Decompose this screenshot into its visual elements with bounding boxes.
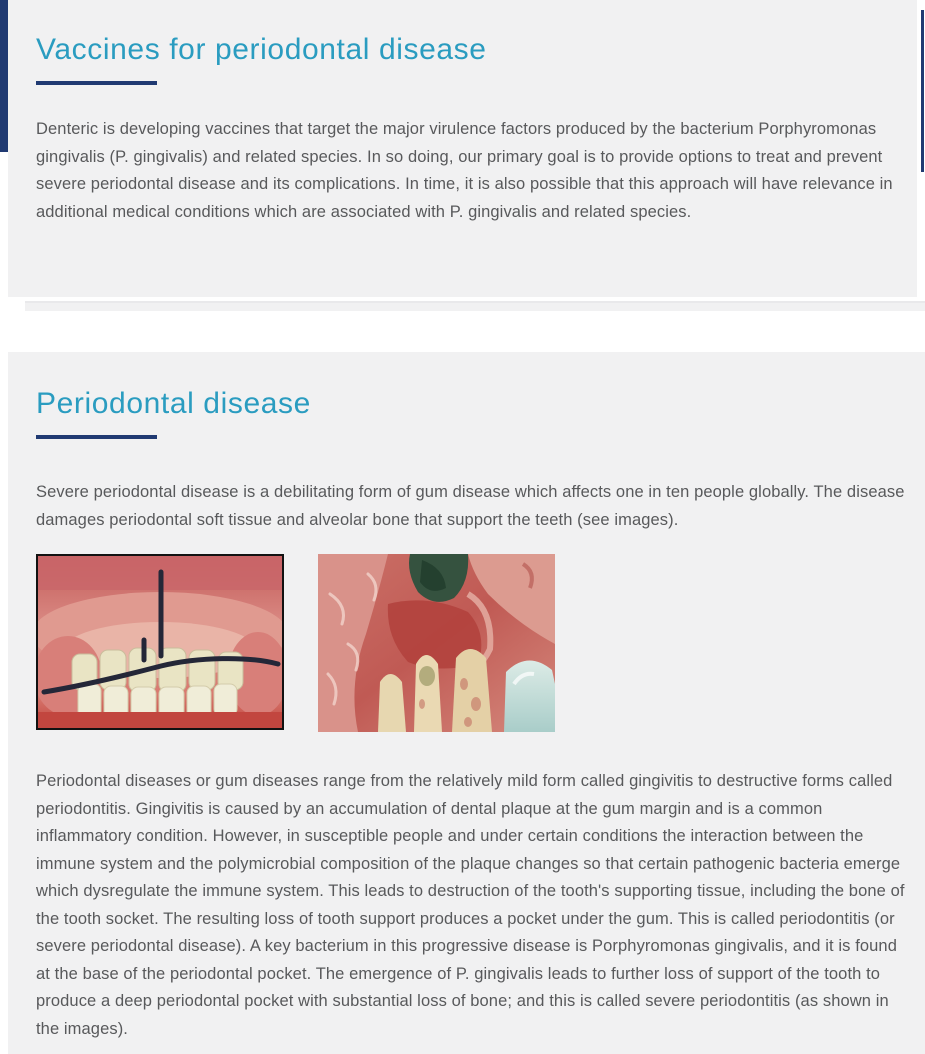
vaccines-section-card <box>8 0 917 297</box>
periodontal-card-inner <box>8 352 925 1043</box>
card-right-accent-bar <box>921 10 924 172</box>
card-left-accent-bar <box>0 0 8 152</box>
periodontal-probe-photo <box>36 554 284 730</box>
vaccines-section-heading: Vaccines for periodontal disease <box>36 33 487 66</box>
vaccines-card-inner <box>8 0 917 226</box>
heading-underline <box>36 435 157 439</box>
vaccines-paragraph: Denteric is developing vaccines that target the major virulence factors produced by the bacterium Porphyromonas gingivalis (P. gingivalis) and related species. In so doing, our primary goal is to provide options to treat and prevent severe periodontal disease and its complications. In time, it is also possible that this approach will have relevance in additional medical conditions which are associated with P. gingivalis and related species. <box>36 120 893 221</box>
periodontal-detail-paragraph: Periodontal diseases or gum diseases range from the relatively mild form called gingivitis to destructive forms called periodontitis. Gingivitis is caused by an accumulation of dental plaque at the gum margin and is a common inflammatory condition. However, in susceptible people and under certain conditions the interaction between the immune system and the polymicrobial composition of the plaque changes so that certain pathogenic bacteria emerge which dysregulate the immune system. This leads to destruction of the tooth's supporting tissue, including the bone of the tooth socket. The resulting loss of tooth support produces a pocket under the gum. This is called periodontitis (or severe periodontal disease). A key bacterium in this progressive disease is Porphyromonas gingivalis, and it is found at the base of the periodontal pocket. The emergence of P. gingivalis leads to further loss of support of the tooth to produce a deep periodontal pocket with substantial loss of bone; and this is called severe periodontitis (as shown in the images). <box>36 772 905 1038</box>
periodontal-probe-illustration <box>38 556 282 728</box>
periodontal-section-heading: Periodontal disease <box>36 387 311 420</box>
periodontal-section-card <box>8 352 925 1054</box>
periodontal-intro-paragraph: Severe periodontal disease is a debilitating form of gum disease which affects one in ten people globally. The disease damages periodontal soft tissue and alveolar bone that support the teeth (see images). <box>36 483 905 529</box>
stacked-card-edge <box>25 301 925 311</box>
severe-periodontitis-illustration <box>318 554 555 732</box>
clinical-images-row <box>36 554 905 732</box>
heading-underline <box>36 81 157 85</box>
severe-periodontitis-photo <box>318 554 555 732</box>
